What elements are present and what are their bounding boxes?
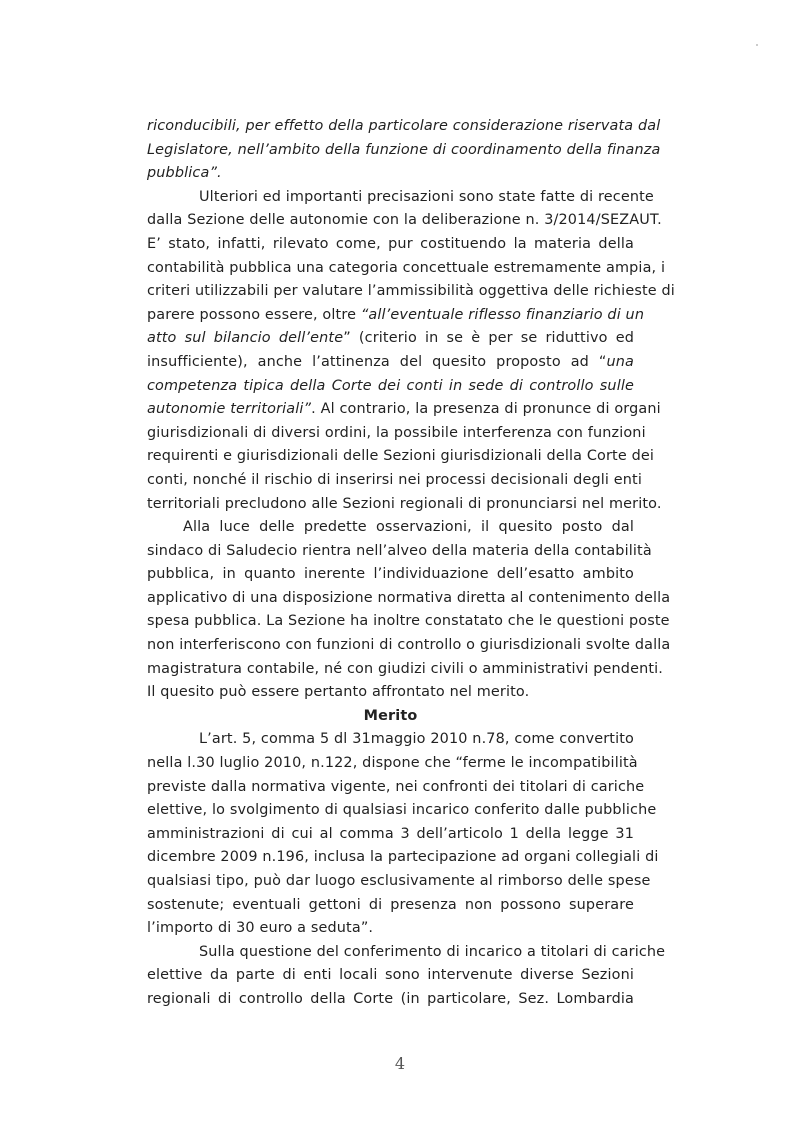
text-segment: ” (criterio in se è per se riduttivo ed (343, 330, 634, 347)
text-line: L’art. 5, comma 5 dl 31maggio 2010 n.78, come convertito (199, 731, 634, 748)
quoted-segment: una (606, 353, 634, 370)
text-line (147, 304, 645, 328)
text-line: riconducibili, per effetto della particolare considerazione riservata dal (147, 118, 661, 134)
text-line: Legislatore, nell’ambito della funzione di coordinamento della finanza (147, 141, 661, 158)
text-line: pubblica”. (147, 165, 222, 182)
text-line: elettive, lo svolgimento di qualsiasi incarico conferito dalle pubbliche (147, 802, 657, 819)
text-segment: . Al contrario, la presenza di pronunce di organi (311, 401, 661, 418)
text-line: Ulteriori ed importanti precisazioni sono state fatte di recente (199, 188, 654, 205)
scan-speck (756, 44, 758, 46)
text-line: competenza tipica della Corte dei conti in sede di controllo sulle (147, 377, 634, 394)
text-line: nella l.30 luglio 2010, n.122, dispone che “ferme le incompatibilità (147, 755, 638, 772)
text-line: previste dalla normativa vigente, nei confronti dei titolari di cariche (147, 778, 645, 795)
text-line: Alla luce delle predette osservazioni, il quesito posto dal (183, 519, 634, 536)
text-line: E’ stato, infatti, rilevato come, pur costituendo la materia della (147, 235, 634, 252)
text-line: Il quesito può essere pertanto affrontato nel merito. (147, 684, 530, 701)
text-line: dalla Sezione delle autonomie con la deliberazione n. 3/2014/SEZAUT. (147, 212, 662, 229)
quoted-segment: “all’eventuale riflesso finanziario di un (360, 306, 645, 323)
text-line: requirenti e giurisdizionali delle Sezioni giurisdizionali della Corte dei (147, 448, 655, 465)
text-segment: insufficiente), anche l’attinenza del quesito proposto ad “ (147, 353, 607, 370)
text-line: magistratura contabile, né con giudizi civili o amministrativi pendenti. (147, 660, 664, 677)
text-line: criteri utilizzabili per valutare l’ammissibilità oggettiva delle richieste di (147, 283, 675, 300)
quoted-segment: atto sul bilancio dell’ente (147, 330, 344, 347)
body-text (147, 115, 675, 1012)
text-line: Sulla questione del conferimento di incarico a titolari di cariche (199, 943, 666, 960)
text-line (147, 327, 634, 351)
text-line (147, 398, 661, 422)
text-line: spesa pubblica. La Sezione ha inoltre constatato che le questioni poste (147, 613, 670, 630)
text-segment: parere possono essere, oltre (147, 306, 361, 323)
text-line: non interferiscono con funzioni di controllo o giurisdizionali svolte dalla (147, 637, 671, 654)
section-heading: Merito (363, 707, 418, 724)
text-line: l’importo di 30 euro a seduta”. (147, 920, 374, 937)
text-line: sindaco di Saludecio rientra nell’alveo della materia della contabilità (147, 542, 652, 559)
text-line: elettive da parte di enti locali sono intervenute diverse Sezioni (147, 967, 634, 984)
text-line: qualsiasi tipo, può dar luogo esclusivamente al rimborso delle spese (147, 873, 651, 889)
text-line: applicativo di una disposizione normativa diretta al contenimento della (147, 589, 671, 606)
text-line: giurisdizionali di diversi ordini, la possibile interferenza con funzioni (147, 424, 646, 441)
text-line: amministrazioni di cui al comma 3 dell’articolo 1 della legge 31 (147, 825, 634, 842)
text-line: conti, nonché il rischio di inserirsi nei processi decisionali degli enti (147, 471, 642, 488)
text-line: sostenute; eventuali gettoni di presenza non possono superare (147, 896, 634, 913)
text-line (147, 351, 634, 375)
text-line: territoriali precludono alle Sezioni regionali di pronunciarsi nel merito. (147, 495, 662, 512)
text-line: pubblica, in quanto inerente l’individuazione dell’esatto ambito (147, 566, 634, 583)
text-line: contabilità pubblica una categoria concettuale estremamente ampia, i (147, 259, 666, 276)
text-line: regionali di controllo della Corte (in particolare, Sez. Lombardia (147, 990, 634, 1007)
page-number: 4 (394, 1054, 406, 1073)
quoted-segment: autonomie territoriali” (147, 401, 312, 418)
text-line: dicembre 2009 n.196, inclusa la partecipazione ad organi collegiali di (147, 849, 659, 866)
